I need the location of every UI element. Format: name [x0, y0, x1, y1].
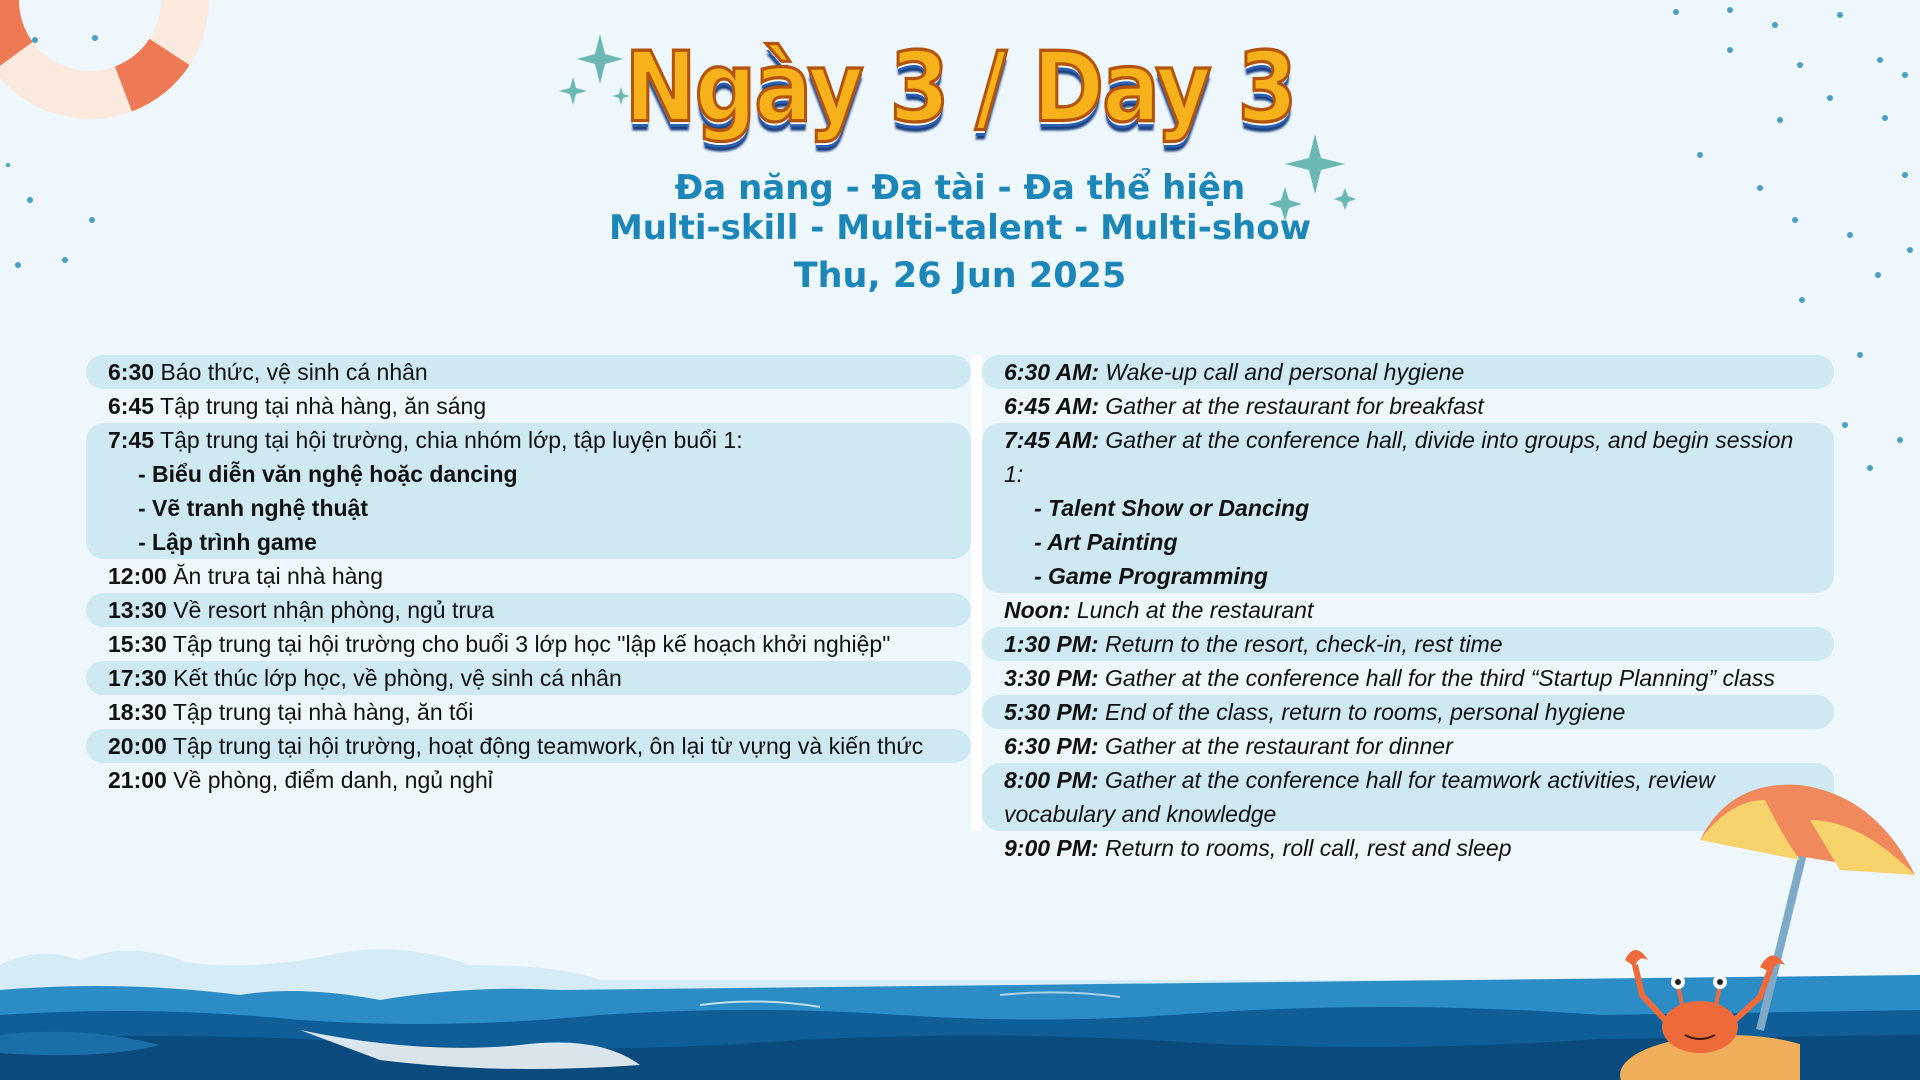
- schedule-row: [86, 559, 971, 593]
- schedule-activity: Tập trung tại hội trường cho buổi 3 lớp học "lập kế hoạch khởi nghiệp": [172, 631, 891, 657]
- schedule-activity: Ăn trưa tại nhà hàng: [173, 563, 383, 589]
- schedule-activity: Wake-up call and personal hygiene: [1105, 359, 1465, 385]
- schedule-activity: Tập trung tại nhà hàng, ăn sáng: [160, 393, 487, 419]
- crab-icon: [1620, 935, 1800, 1080]
- schedule-sub-item: - Game Programming: [1034, 563, 1268, 589]
- schedule-activity: Về resort nhận phòng, ngủ trưa: [173, 597, 495, 623]
- schedule-row: [982, 423, 1834, 593]
- schedule-activity: Gather at the restaurant for breakfast: [1105, 393, 1484, 419]
- schedule-row: [982, 729, 1834, 763]
- schedule-activity: Kết thúc lớp học, về phòng, vệ sinh cá nhân: [173, 665, 622, 691]
- schedule-time: 8:00 PM:: [1004, 767, 1099, 793]
- event-date: Thu, 26 Jun 2025: [793, 256, 1127, 296]
- schedule-row: [982, 355, 1834, 389]
- schedule-activity: Gather at the conference hall for teamwork activities, review vocabulary and knowledge: [1004, 767, 1715, 827]
- schedule-row: [86, 695, 971, 729]
- schedule-sub-item: - Lập trình game: [138, 529, 317, 555]
- schedule-sub-item: - Art Painting: [1034, 529, 1178, 555]
- schedule-sub-item: - Talent Show or Dancing: [1034, 495, 1310, 521]
- schedule-time: 7:45: [108, 427, 155, 453]
- schedule-time: 15:30: [108, 631, 167, 657]
- schedule-activity: Gather at the restaurant for dinner: [1104, 733, 1453, 759]
- schedule-time: 21:00: [108, 767, 167, 793]
- schedule-time: 17:30: [108, 665, 167, 691]
- schedule-time: 3:30 PM:: [1004, 665, 1099, 691]
- schedule-time: 6:45: [108, 393, 155, 419]
- schedule-sub-item: - Biểu diễn văn nghệ hoặc dancing: [138, 461, 518, 487]
- schedule-row: [982, 593, 1834, 627]
- schedule-row: [86, 389, 971, 423]
- schedule-activity: Return to rooms, roll call, rest and sleep: [1104, 835, 1512, 861]
- schedule-time: 6:30 AM:: [1004, 359, 1099, 385]
- schedule-activity: Về phòng, điểm danh, ngủ nghỉ: [173, 767, 493, 793]
- schedule-row: [982, 389, 1834, 423]
- schedule-activity: Báo thức, vệ sinh cá nhân: [160, 359, 428, 385]
- schedule-time: 18:30: [108, 699, 167, 725]
- page-title: Ngày 3 / Day 3: [624, 32, 1296, 144]
- subtitle-english: Multi-skill - Multi-talent - Multi-show: [608, 208, 1312, 248]
- schedule-row: [982, 661, 1834, 695]
- schedule-activity: Tập trung tại nhà hàng, ăn tối: [172, 699, 474, 725]
- schedule-time: 1:30 PM:: [1004, 631, 1099, 657]
- schedule-time: 13:30: [108, 597, 167, 623]
- schedule-row: [86, 423, 971, 559]
- schedule-activity: Tập trung tại hội trường, chia nhóm lớp, tập luyện buổi 1:: [160, 427, 743, 453]
- schedule-time: 5:30 PM:: [1004, 699, 1099, 725]
- schedule-time: 12:00: [108, 563, 167, 589]
- schedule-row: [86, 627, 971, 661]
- schedule-activity: Gather at the conference hall, divide into groups, and begin session 1:: [1004, 427, 1794, 487]
- schedule-activity: Lunch at the restaurant: [1076, 597, 1314, 623]
- schedule-row: [982, 695, 1834, 729]
- schedule-time: 6:30: [108, 359, 155, 385]
- schedule-row: [86, 661, 971, 695]
- column-divider: [971, 355, 982, 831]
- schedule-row: [982, 627, 1834, 661]
- schedule-activity: Return to the resort, check-in, rest time: [1104, 631, 1503, 657]
- schedule-row: [86, 729, 971, 763]
- schedule-time: 6:45 AM:: [1004, 393, 1099, 419]
- schedule-activity: Gather at the conference hall for the third “Startup Planning” class: [1104, 665, 1775, 691]
- schedule-time: 20:00: [108, 733, 167, 759]
- schedule-sub-item: - Vẽ tranh nghệ thuật: [138, 495, 368, 521]
- schedule-row: [86, 763, 971, 797]
- schedule-time: 9:00 PM:: [1004, 835, 1099, 861]
- subtitle-vietnamese: Đa năng - Đa tài - Đa thể hiện: [674, 168, 1246, 208]
- schedule-time: 7:45 AM:: [1004, 427, 1099, 453]
- schedule-activity: Tập trung tại hội trường, hoạt động teamwork, ôn lại từ vựng và kiến thức: [172, 733, 924, 759]
- schedule-time: 6:30 PM:: [1004, 733, 1099, 759]
- schedule-vietnamese: [86, 355, 971, 797]
- schedule-time: Noon:: [1004, 597, 1071, 623]
- schedule-row: [86, 355, 971, 389]
- schedule-activity: End of the class, return to rooms, personal hygiene: [1104, 699, 1626, 725]
- schedule-row: [86, 593, 971, 627]
